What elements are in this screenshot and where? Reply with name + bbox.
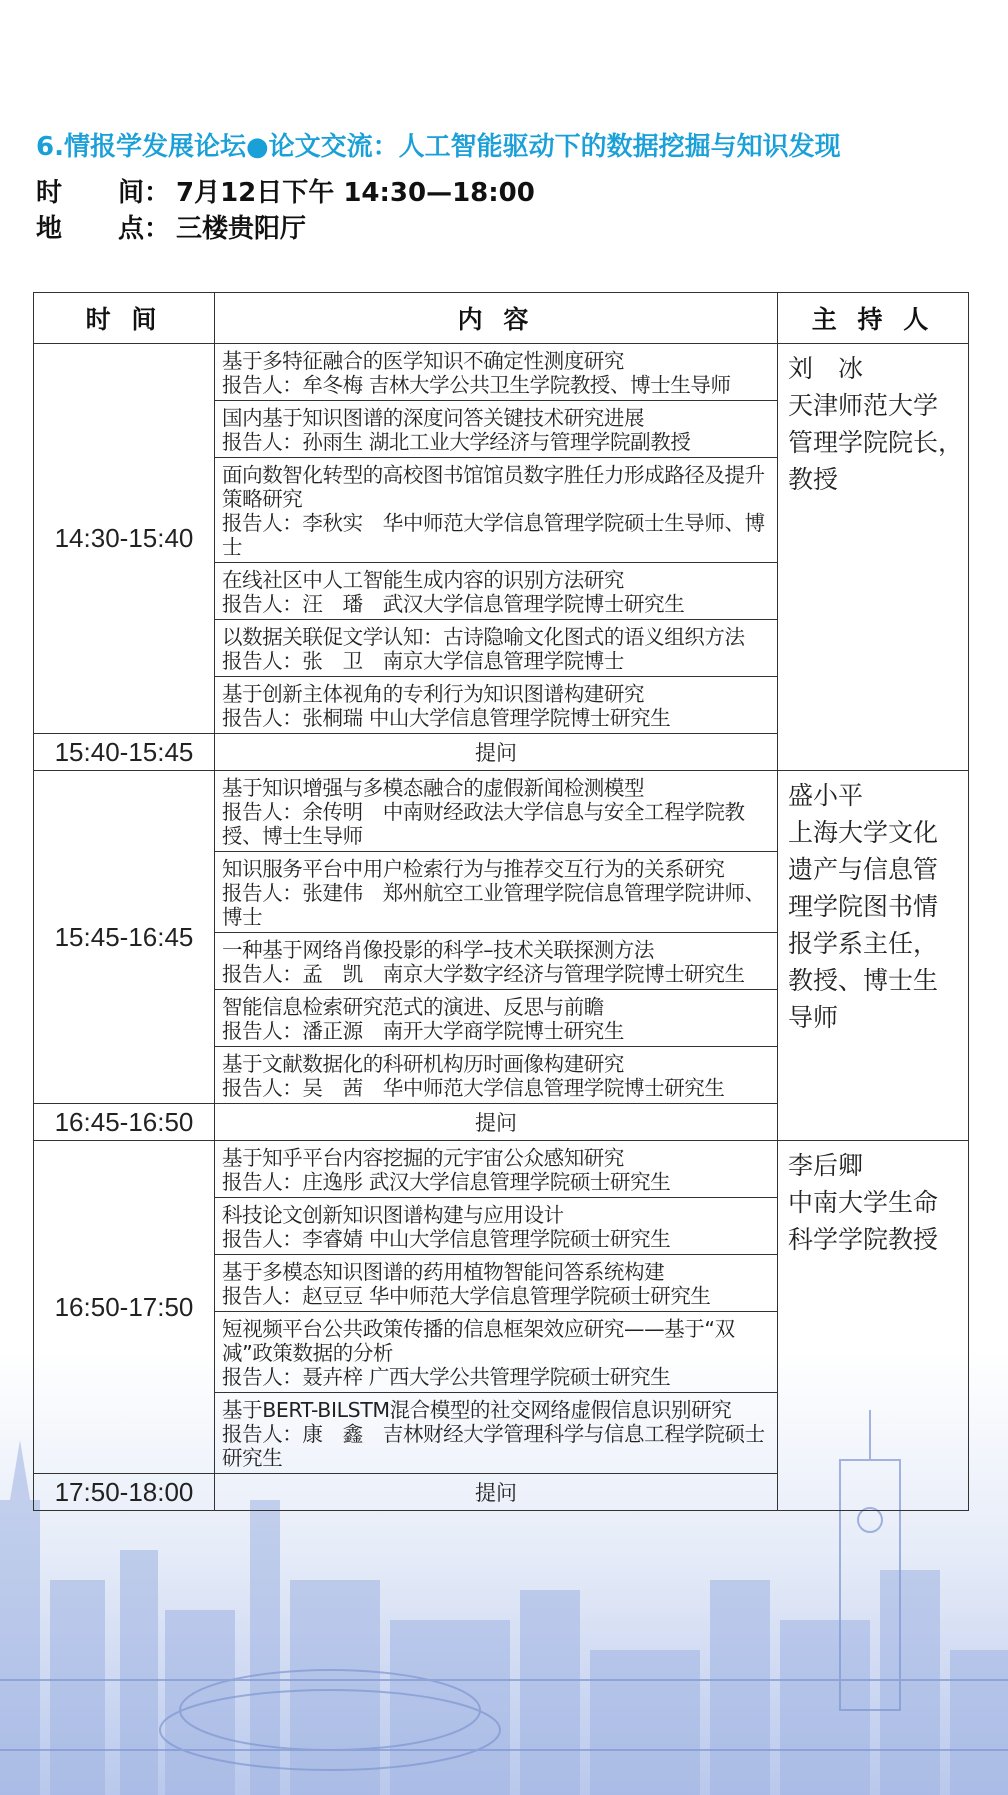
talk-presenter: 报告人：张桐瑞 中山大学信息管理学院博士研究生 — [222, 706, 671, 730]
host-title-line: 天津师范大学 — [788, 391, 939, 420]
talk-title: 基于BERT-BILSTM混合模型的社交网络虚假信息识别研究 — [222, 1398, 732, 1422]
talk-item — [215, 1255, 778, 1312]
host-title-line: 教授、博士生 — [788, 966, 939, 995]
talk-title: 以数据关联促文学认知：古诗隐喻文化图式的语义组织方法 — [222, 625, 745, 649]
talk-item — [215, 1047, 778, 1104]
header-time: 时 间 — [34, 293, 215, 344]
talk-presenter: 报告人：汪 璠 武汉大学信息管理学院博士研究生 — [222, 592, 685, 616]
talk-item — [215, 1141, 778, 1198]
talk-title: 基于创新主体视角的专利行为知识图谱构建研究 — [222, 682, 645, 706]
host-title-line: 理学院图书情 — [788, 892, 939, 921]
talk-title: 在线社区中人工智能生成内容的识别方法研究 — [222, 568, 624, 592]
talk-title: 基于知识增强与多模态融合的虚假新闻检测模型 — [222, 776, 645, 800]
host-title-line: 教授 — [788, 465, 839, 494]
talk-title: 国内基于知识图谱的深度问答关键技术研究进展 — [222, 406, 645, 430]
table-row — [34, 1141, 969, 1198]
talk-presenter: 报告人：潘正源 南开大学商学院博士研究生 — [222, 1019, 624, 1043]
talk-presenter: 报告人：李睿婧 中山大学信息管理学院硕士研究生 — [222, 1227, 671, 1251]
talk-presenter: 报告人：牟冬梅 吉林大学公共卫生学院教授、博士生导师 — [222, 373, 731, 397]
talk-item — [215, 771, 778, 852]
header-content: 内 容 — [215, 293, 778, 344]
talk-item — [215, 933, 778, 990]
table-row — [34, 771, 969, 852]
header-host: 主 持 人 — [778, 293, 969, 344]
talk-presenter: 报告人：聂卉梓 广西大学公共管理学院硕士研究生 — [222, 1365, 671, 1389]
talk-presenter: 报告人：吴 茜 华中师范大学信息管理学院博士研究生 — [222, 1076, 725, 1100]
talk-presenter: 报告人：张 卫 南京大学信息管理学院博士 — [222, 649, 624, 673]
table-header-row — [34, 293, 969, 344]
time-label: 时 间： — [36, 178, 171, 208]
talk-presenter: 报告人：庄逸彤 武汉大学信息管理学院硕士研究生 — [222, 1170, 671, 1194]
schedule-table — [33, 292, 969, 1511]
talk-item — [215, 1393, 778, 1474]
talk-title: 基于多特征融合的医学知识不确定性测度研究 — [222, 349, 624, 373]
talk-title: 面向数智化转型的高校图书馆馆员数字胜任力形成路径及提升策略研究 — [222, 463, 765, 511]
qa-time-slot: 15:40-15:45 — [34, 734, 215, 771]
host-title-line: 上海大学文化 — [788, 818, 939, 847]
talk-item — [215, 344, 778, 401]
talk-title: 基于文献数据化的科研机构历时画像构建研究 — [222, 1052, 624, 1076]
talk-title: 科技论文创新知识图谱构建与应用设计 — [222, 1203, 564, 1227]
host-title-line: 中南大学生命 — [788, 1188, 939, 1217]
session-host — [778, 344, 969, 771]
talk-title: 基于知乎平台内容挖掘的元宇宙公众感知研究 — [222, 1146, 624, 1170]
session-host — [778, 771, 969, 1141]
talk-item — [215, 1312, 778, 1393]
talk-presenter: 报告人：康 鑫 吉林财经大学管理科学与信息工程学院硕士研究生 — [222, 1422, 765, 1470]
qa-time-slot: 16:45-16:50 — [34, 1104, 215, 1141]
qa-label: 提问 — [215, 1104, 778, 1141]
talk-item — [215, 990, 778, 1047]
talk-presenter: 报告人：余传明 中南财经政法大学信息与安全工程学院教授、博士生导师 — [222, 800, 745, 848]
host-title-line: 管理学院院长， — [788, 428, 964, 457]
talk-item — [215, 677, 778, 734]
host-name: 刘 冰 — [788, 354, 864, 383]
talk-presenter: 报告人：张建伟 郑州航空工业管理学院信息管理学院讲师、博士 — [222, 881, 765, 929]
talk-title: 基于多模态知识图谱的药用植物智能问答系统构建 — [222, 1260, 665, 1284]
host-title-line: 报学系主任， — [788, 929, 939, 958]
talk-item — [215, 563, 778, 620]
session-time-slot: 16:50-17:50 — [34, 1141, 215, 1474]
session-time — [36, 172, 535, 209]
qa-time-slot: 17:50-18:00 — [34, 1474, 215, 1511]
time-value: 7月12日下午 14:30—18:00 — [176, 178, 535, 208]
talk-item — [215, 620, 778, 677]
talk-presenter: 报告人：赵豆豆 华中师范大学信息管理学院硕士研究生 — [222, 1284, 711, 1308]
qa-label: 提问 — [215, 734, 778, 771]
qa-label: 提问 — [215, 1474, 778, 1511]
session-time-slot: 15:45-16:45 — [34, 771, 215, 1104]
talk-item — [215, 852, 778, 933]
host-title-line: 科学学院教授 — [788, 1225, 939, 1254]
host-name: 李后卿 — [788, 1151, 864, 1180]
host-title-line: 导师 — [788, 1003, 839, 1032]
place-label: 地 点： — [36, 214, 171, 244]
talk-item — [215, 1198, 778, 1255]
talk-title: 一种基于网络肖像投影的科学–技术关联探测方法 — [222, 938, 654, 962]
talk-title: 智能信息检索研究范式的演进、反思与前瞻 — [222, 995, 604, 1019]
host-title-line: 遗产与信息管 — [788, 855, 939, 884]
session-place — [36, 208, 306, 245]
session-time-slot: 14:30-15:40 — [34, 344, 215, 734]
session-host — [778, 1141, 969, 1511]
talk-title: 知识服务平台中用户检索行为与推荐交互行为的关系研究 — [222, 857, 725, 881]
table-row — [34, 344, 969, 401]
talk-presenter: 报告人：孟 凯 南京大学数字经济与管理学院博士研究生 — [222, 962, 745, 986]
talk-presenter: 报告人：李秋实 华中师范大学信息管理学院硕士生导师、博士 — [222, 511, 765, 559]
place-value: 三楼贵阳厅 — [176, 214, 307, 244]
host-name: 盛小平 — [788, 781, 864, 810]
talk-title: 短视频平台公共政策传播的信息框架效应研究——基于“双减”政策数据的分析 — [222, 1317, 735, 1365]
talk-item — [215, 458, 778, 563]
talk-item — [215, 401, 778, 458]
forum-title: 6.情报学发展论坛●论文交流：人工智能驱动下的数据挖掘与知识发现 — [36, 132, 841, 162]
talk-presenter: 报告人：孙雨生 湖北工业大学经济与管理学院副教授 — [222, 430, 691, 454]
